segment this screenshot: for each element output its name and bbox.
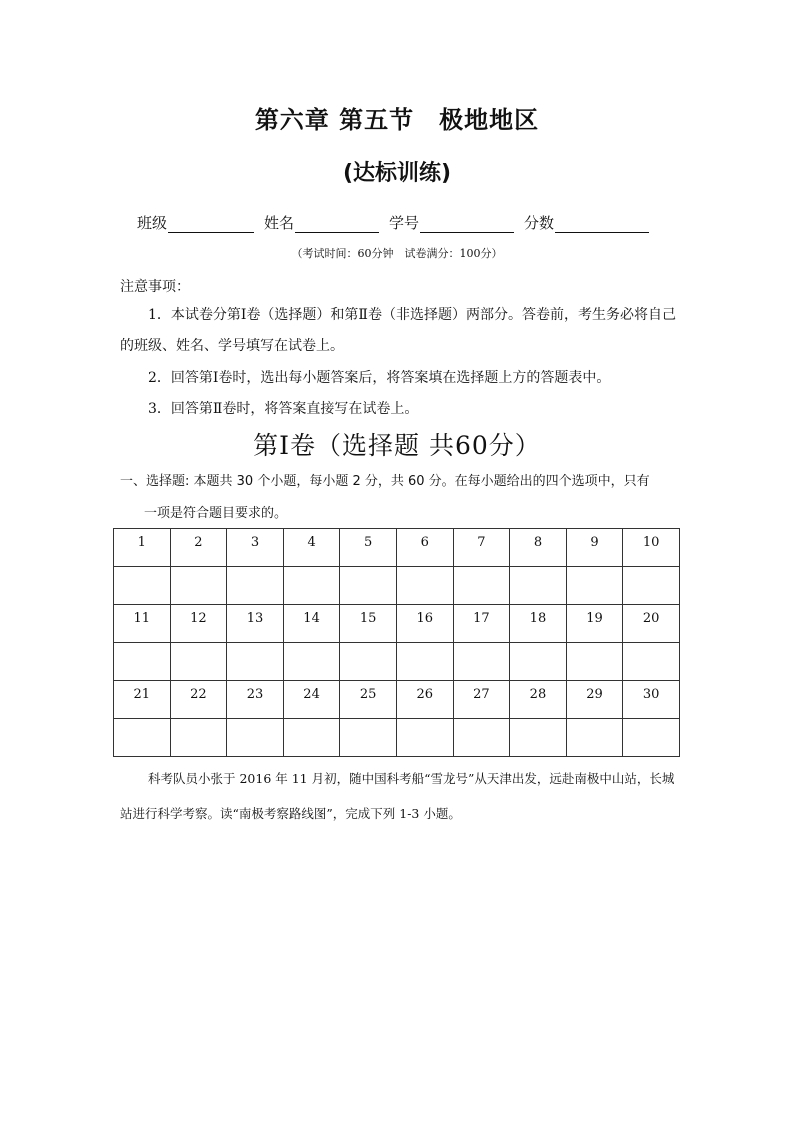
note-item: 2．回答第Ⅰ卷时，选出每小题答案后，将答案填在选择题上方的答题表中。 bbox=[148, 370, 611, 386]
class-blank[interactable] bbox=[168, 216, 254, 233]
question-number-cell: 14 bbox=[283, 605, 340, 643]
answer-cell[interactable] bbox=[227, 719, 284, 757]
answer-cell[interactable] bbox=[114, 719, 171, 757]
answer-cell[interactable] bbox=[340, 719, 397, 757]
id-field bbox=[389, 212, 514, 233]
question-number-row bbox=[114, 529, 680, 567]
answer-cell[interactable] bbox=[340, 567, 397, 605]
question-number-cell: 7 bbox=[453, 529, 510, 567]
answer-cell[interactable] bbox=[453, 567, 510, 605]
answer-cell[interactable] bbox=[283, 567, 340, 605]
answer-cell[interactable] bbox=[566, 567, 623, 605]
question-number-cell: 29 bbox=[566, 681, 623, 719]
exam-time-note: （考试时间：60分钟 试卷满分：100分） bbox=[291, 247, 503, 260]
score-field bbox=[524, 212, 649, 233]
answer-cell[interactable] bbox=[510, 643, 567, 681]
answer-cell[interactable] bbox=[227, 643, 284, 681]
question-number-cell: 8 bbox=[510, 529, 567, 567]
answer-cell[interactable] bbox=[623, 643, 680, 681]
class-field bbox=[137, 212, 254, 233]
question-number-cell: 30 bbox=[623, 681, 680, 719]
answer-cell[interactable] bbox=[566, 643, 623, 681]
answer-table bbox=[113, 528, 680, 757]
answer-cell[interactable] bbox=[170, 643, 227, 681]
answer-cell[interactable] bbox=[453, 643, 510, 681]
question-number-cell: 13 bbox=[227, 605, 284, 643]
question-number-cell: 28 bbox=[510, 681, 567, 719]
question-number-row bbox=[114, 605, 680, 643]
question-number-cell: 11 bbox=[114, 605, 171, 643]
answer-cell[interactable] bbox=[170, 719, 227, 757]
question-intro-line: 一项是符合题目要求的。 bbox=[144, 506, 288, 521]
question-number-cell: 26 bbox=[396, 681, 453, 719]
question-number-cell: 22 bbox=[170, 681, 227, 719]
question-number-cell: 18 bbox=[510, 605, 567, 643]
answer-cell[interactable] bbox=[340, 643, 397, 681]
name-label: 姓名 bbox=[264, 214, 295, 232]
question-number-cell: 5 bbox=[340, 529, 397, 567]
answer-cell[interactable] bbox=[114, 567, 171, 605]
answer-cell[interactable] bbox=[396, 719, 453, 757]
answer-cell[interactable] bbox=[623, 567, 680, 605]
answer-cell[interactable] bbox=[453, 719, 510, 757]
question-number-cell: 17 bbox=[453, 605, 510, 643]
question-number-row bbox=[114, 681, 680, 719]
page-subtitle: (达标训练) bbox=[342, 161, 452, 186]
question-number-cell: 1 bbox=[114, 529, 171, 567]
answer-cell[interactable] bbox=[396, 567, 453, 605]
answer-cell[interactable] bbox=[623, 719, 680, 757]
question-number-cell: 3 bbox=[227, 529, 284, 567]
question-number-cell: 2 bbox=[170, 529, 227, 567]
question-number-cell: 12 bbox=[170, 605, 227, 643]
question-number-cell: 16 bbox=[396, 605, 453, 643]
note-item: 1．本试卷分第Ⅰ卷（选择题）和第Ⅱ卷（非选择题）两部分。答卷前，考生务必将自己的班级、姓名、学号填写在试卷上。 bbox=[120, 307, 676, 354]
answer-cell[interactable] bbox=[283, 719, 340, 757]
section-title: 第Ⅰ卷（选择题 共60分） bbox=[253, 431, 541, 460]
question-intro-line: 一、选择题: 本题共 30 个小题，每小题 2 分，共 60 分。在每小题给出的四个选项中，只有 bbox=[120, 474, 650, 489]
question-number-cell: 15 bbox=[340, 605, 397, 643]
page-title: 第六章 第五节 极地地区 bbox=[254, 106, 540, 134]
question-number-cell: 19 bbox=[566, 605, 623, 643]
student-info-line bbox=[137, 212, 667, 233]
answer-cell[interactable] bbox=[566, 719, 623, 757]
notes-heading: 注意事项： bbox=[120, 279, 190, 295]
question-number-cell: 9 bbox=[566, 529, 623, 567]
answer-cell[interactable] bbox=[510, 719, 567, 757]
answer-row bbox=[114, 643, 680, 681]
question-number-cell: 27 bbox=[453, 681, 510, 719]
answer-row bbox=[114, 719, 680, 757]
question-number-cell: 24 bbox=[283, 681, 340, 719]
answer-cell[interactable] bbox=[510, 567, 567, 605]
question-intro bbox=[120, 466, 680, 530]
name-field bbox=[264, 212, 379, 233]
question-number-cell: 6 bbox=[396, 529, 453, 567]
answer-cell[interactable] bbox=[283, 643, 340, 681]
question-number-cell: 4 bbox=[283, 529, 340, 567]
reading-passage: 科考队员小张于 2016 年 11 月初，随中国科考船“雪龙号”从天津出发，远赴南极中山站，长城站进行科学考察。读“南极考察路线图”，完成下列 1-3 小题。 bbox=[120, 771, 675, 821]
score-blank[interactable] bbox=[555, 216, 649, 233]
question-number-cell: 25 bbox=[340, 681, 397, 719]
note-item: 3．回答第Ⅱ卷时，将答案直接写在试卷上。 bbox=[148, 401, 419, 417]
answer-cell[interactable] bbox=[114, 643, 171, 681]
class-label: 班级 bbox=[137, 214, 168, 232]
question-number-cell: 23 bbox=[227, 681, 284, 719]
answer-cell[interactable] bbox=[170, 567, 227, 605]
question-number-cell: 20 bbox=[623, 605, 680, 643]
answer-row bbox=[114, 567, 680, 605]
score-label: 分数 bbox=[524, 214, 555, 232]
id-label: 学号 bbox=[389, 214, 420, 232]
question-number-cell: 21 bbox=[114, 681, 171, 719]
answer-cell[interactable] bbox=[396, 643, 453, 681]
id-blank[interactable] bbox=[420, 216, 514, 233]
answer-cell[interactable] bbox=[227, 567, 284, 605]
question-number-cell: 10 bbox=[623, 529, 680, 567]
name-blank[interactable] bbox=[295, 216, 379, 233]
